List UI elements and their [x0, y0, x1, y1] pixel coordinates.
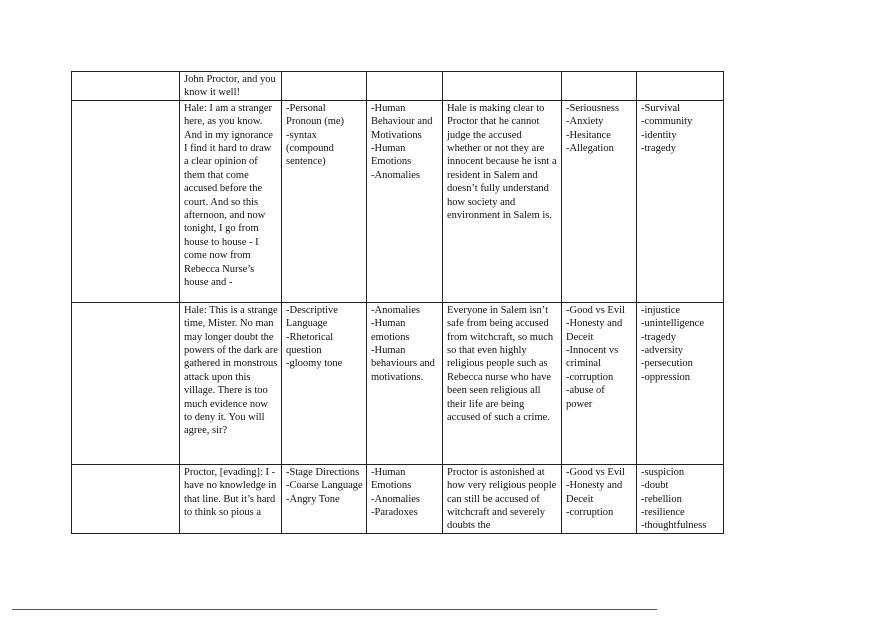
- explanation-cell: Hale is making clear to Proctor that he cannot judge the accused whether or not they are innocent because he isnt a resident in Salem and doesn’t fully understand how society and environment in Salem is.: [443, 100, 562, 302]
- row-label-cell: [72, 100, 180, 302]
- ideas-cell: [637, 72, 724, 101]
- techniques-cell: -Stage Directions -Coarse Language -Angry Tone: [282, 464, 367, 533]
- analysis-table: [71, 71, 724, 534]
- tone-cell: [562, 72, 637, 101]
- tone-cell: -Seriousness -Anxiety -Hesitance -Allegation: [562, 100, 637, 302]
- explanation-cell: Proctor is astonished at how very religious people can still be accused of witchcraft and severely doubts the: [443, 464, 562, 533]
- techniques-cell: -Personal Pronoun (me) -syntax (compound sentence): [282, 100, 367, 302]
- techniques-cell: -Descriptive Language -Rhetorical question -gloomy tone: [282, 302, 367, 464]
- explanation-cell: [443, 72, 562, 101]
- quote-cell: Proctor, [evading]: I - have no knowledge in that line. But it’s hard to think so pious a: [180, 464, 282, 533]
- tone-cell: -Good vs Evil -Honesty and Deceit -Innocent vs criminal -corruption -abuse of power: [562, 302, 637, 464]
- themes-cell: -Human Behaviour and Motivations -Human Emotions -Anomalies: [367, 100, 443, 302]
- themes-cell: -Anomalies -Human emotions -Human behaviours and motivations.: [367, 302, 443, 464]
- quote-cell: Hale: I am a stranger here, as you know. And in my ignorance I find it hard to draw a clear opinion of them that come accused before the court. And so this afternoon, and now tonight, I go from house to house - I come now from Rebecca Nurse’s house and -: [180, 100, 282, 302]
- ideas-cell: -injustice -unintelligence -tragedy -adversity -persecution -oppression: [637, 302, 724, 464]
- row-label-cell: [72, 72, 180, 101]
- themes-cell: -Human Emotions -Anomalies -Paradoxes: [367, 464, 443, 533]
- table-row: [72, 464, 724, 533]
- footer-rule: [12, 609, 657, 610]
- row-label-cell: [72, 464, 180, 533]
- table-row: [72, 72, 724, 101]
- table-row: [72, 302, 724, 464]
- quote-cell: Hale: This is a strange time, Mister. No man may longer doubt the powers of the dark are gathered in monstrous attack upon this village. There is too much evidence now to deny it. You will agree, sir?: [180, 302, 282, 464]
- row-label-cell: [72, 302, 180, 464]
- explanation-cell: Everyone in Salem isn’t safe from being accused from witchcraft, so much so that even highly religious people such as Rebecca nurse who have been seen religious all their life are being accused of such a crime.: [443, 302, 562, 464]
- ideas-cell: -Survival -community -identity -tragedy: [637, 100, 724, 302]
- table-row: [72, 100, 724, 302]
- themes-cell: [367, 72, 443, 101]
- techniques-cell: [282, 72, 367, 101]
- quote-cell: John Proctor, and you know it well!: [180, 72, 282, 101]
- tone-cell: -Good vs Evil -Honesty and Deceit -corruption: [562, 464, 637, 533]
- ideas-cell: -suspicion -doubt -rebellion -resilience -thoughtfulness: [637, 464, 724, 533]
